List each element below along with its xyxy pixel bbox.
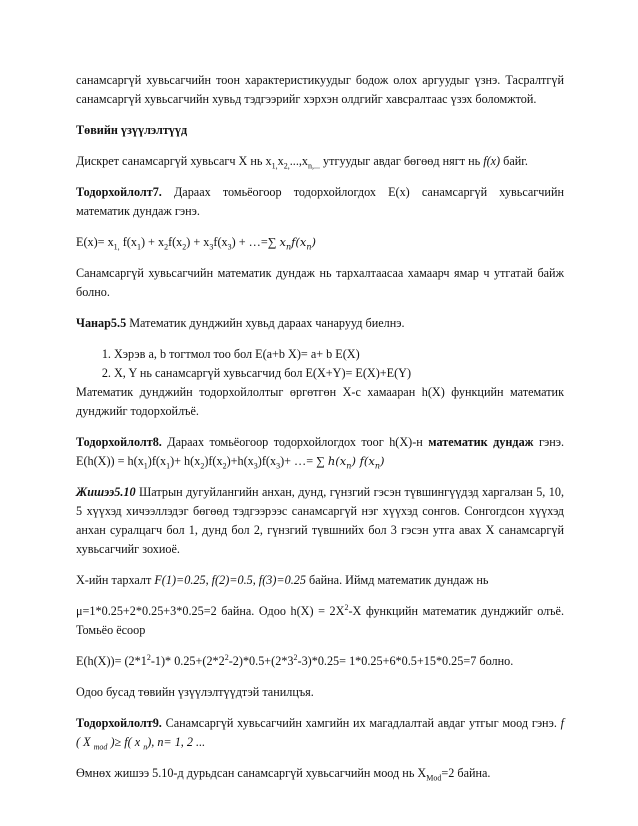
paragraph-mean-note: Санамсаргүй хувьсагчийн математик дундаж нь тархалтаасаа хамаарч ямар ч утгатай байж болно. bbox=[76, 266, 564, 299]
definition-9: Тодорхойлолт9. Санамсаргүй хувьсагчийн хамгийн их магадлалтай авдаг утгыг моод гэнэ. f ( X $_{mod}$ )≥ f( x $_n$), n= 1, 2 ... bbox=[76, 716, 564, 752]
property-label: Чанар5.5 bbox=[76, 316, 127, 330]
list-item: 2. X, Y нь санамсаргүй хувьсагчид бол E(X+Y)= E(X)+E(Y) bbox=[114, 364, 564, 383]
document-body bbox=[76, 71, 564, 795]
definition-label: Тодорхойлолт9. bbox=[76, 716, 162, 730]
definition-label: Тодорхойлолт7. bbox=[76, 185, 162, 199]
paragraph-distribution: X-ийн тархалт F(1)=0.25, f(2)=0.5, f(3)=0.25 байна. Иймд математик дундаж нь bbox=[76, 573, 489, 587]
section-heading: Төвийн үзүүлэлтүүд bbox=[76, 123, 188, 137]
paragraph-eh: $E(h(X))= (2*1^2-1)*$ $0.25+(2*2^2-2)*0.5+(2*3^2-3)*0.25= 1*0.25+6*0.5+15*0.25=7$ болно. bbox=[76, 652, 514, 668]
list-item: 1. Хэрэв a, b тогтмол тоо бол E(a+b X)= a+ b E(X) bbox=[114, 345, 564, 364]
paragraph-mu: μ=1*0.25+2*0.25+3*0.25=2 байна. Одоо $h(X) = 2X^2-X$ функцийн математик дунджийг олъё. Томьёо ёсоор bbox=[76, 602, 564, 637]
paragraph-extension: Математик дунджийн тодорхойлолтыг өргөтгөн X-с хамааран h(X) функцийн математик дунджийг тодорхойлъё. bbox=[76, 385, 564, 418]
formula-expectation: $E(x)= x_{1,}$ $f(x_1) + x_2f(x_2) + x_3f(x_3)$ + …=∑ $x_nf(x_n)$ bbox=[76, 235, 316, 252]
property-5-5: Чанар5.5 Математик дунджийн хувьд дараах чанарууд биелнэ. bbox=[76, 316, 405, 330]
paragraph-mode: Өмнөх жишээ 5.10-д дурьдсан санамсаргүй хувьсагчийн моод нь $X_{Mod}=2$ байна. bbox=[76, 766, 491, 783]
paragraph-intro: санамсаргүй хувьсагчийн тоон характеристикуудыг бодож олох аргуудыг үзнэ. Тасралтгүй санамсаргүй хувьсагчийн хувьд тэдгээрийг хэрхэн олдгийг хавсралтаас үзэх боломжтой. bbox=[76, 73, 564, 106]
example-label: Жишээ5.10 bbox=[76, 485, 136, 499]
definition-label: Тодорхойлолт8. bbox=[76, 435, 162, 449]
property-list bbox=[76, 345, 564, 383]
paragraph-other-measures: Одоо бусад төвийн үзүүлэлтүүдтэй танилцъя. bbox=[76, 685, 314, 699]
example-5-10: Жишээ5.10 Шатрын дугуйлангийн анхан, дунд, гүнзгий гэсэн түвшингүүдэд харгалзан 5, 10, 5 хүүхэд хичээллэдэг бөгөөд тэдгээрээс санамсаргүй нэг хүүхэд сонгов. Сонгогдсон хүүхэд анхан суралцагч бол 1, дунд бол 2, гүнзгий түвшнийх бол 3 гэсэн утга авах X санамсаргүй хувьсагчийг зохиоё. bbox=[76, 485, 564, 556]
definition-8: Тодорхойлолт8. Дараах томьёогоор тодорхойлогдох тоог h(X)-н математик дундаж гэнэ. $E(h(X)) = h(x_1)f(x_1)+ h(x_2)f(x_2)+h(x_3)f(x_3)+$ …= ∑ $h(x_n)$ $f(x_n)$ bbox=[76, 435, 565, 471]
definition-7: Тодорхойлолт7. Дараах томьёогоор тодорхойлогдох E(x) санамсаргүй хувьсагчийн математик дундаж гэнэ. bbox=[76, 185, 564, 218]
paragraph-discrete: Дискрет санамсаргүй хувьсагч X нь $x_{1,}x_{2,}...,x_{n,...}$ утгуудыг авдаг бөгөөд нягт нь f(x) байг. bbox=[76, 154, 528, 171]
